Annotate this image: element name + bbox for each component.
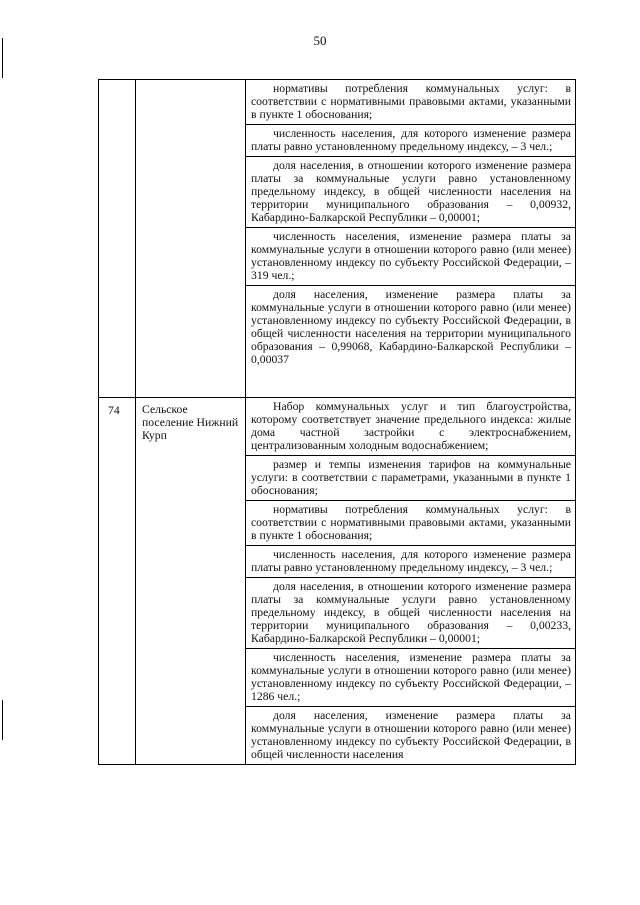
indicator-paragraph: численность населения, изменение размера платы за коммунальные услуги в отношении которого равно (или менее) установленному индексу по субъекту Российской Федерации, – 319 чел.; (246, 228, 575, 286)
indicator-paragraph: доля населения, изменение размера платы за коммунальные услуги в отношении которого равно (или менее) установленному индексу по субъекту Российской Федерации, в общей численности населения (251, 709, 571, 761)
table-row (99, 398, 576, 765)
indicator-paragraph: нормативы потребления коммунальных услуг: в соответствии с нормативными правовыми актами, указанными в пункте 1 обоснования; (246, 80, 575, 125)
indicator-paragraph: численность населения, для которого изменение размера платы равно установленному предельному индексу, – 3 чел.; (246, 546, 575, 578)
row-number (99, 80, 135, 86)
scan-edge-mark (2, 700, 3, 740)
indicators-table (98, 79, 576, 765)
settlement-name-cell (136, 398, 246, 765)
indicators-cell (246, 80, 576, 398)
indicator-paragraph: доля населения, в отношении которого изменение размера платы за коммунальные услуги равно установленному предельному индексу, в общей численности населения на территории муниципального образования – 0,00233, Кабардино-Балкарской Республики – 0,00001; (246, 578, 575, 649)
row-number-cell (99, 80, 136, 398)
table-row (99, 80, 576, 398)
row-number: 74 (108, 404, 120, 417)
indicator-paragraph: численность населения, изменение размера платы за коммунальные услуги в отношении которого равно (или менее) установленному индексу по субъекту Российской Федерации, – 1286 чел.; (246, 649, 575, 707)
indicator-paragraph: численность населения, для которого изменение размера платы равно установленному предельному индексу, – 3 чел.; (246, 125, 575, 157)
row-number-cell (99, 398, 136, 765)
indicator-paragraph: доля населения, изменение размера платы за коммунальные услуги в отношении которого равно (или менее) установленному индексу по субъекту Российской Федерации, в общей численности населения на территории муниципального образования – 0,99068, Кабардино-Балкарской Республики – 0,00037 (251, 288, 571, 366)
settlement-name-cell (136, 80, 246, 398)
indicators-cell (246, 398, 576, 765)
indicator-paragraph: доля населения, в отношении которого изменение размера платы за коммунальные услуги равно установленному предельному индексу, в общей численности населения на территории муниципального образования – 0,00932, Кабардино-Балкарской Республики – 0,00001; (246, 157, 575, 228)
indicator-paragraph: размер и темпы изменения тарифов на коммунальные услуги: в соответствии с параметрами, указанными в пункте 1 обоснования; (246, 456, 575, 501)
settlement-name (136, 80, 245, 85)
page-number: 50 (313, 33, 327, 48)
indicator-paragraph: нормативы потребления коммунальных услуг: в соответствии с нормативными правовыми актами, указанными в пункте 1 обоснования; (246, 501, 575, 546)
scan-edge-mark (2, 38, 3, 78)
settlement-name: Сельское поселение Нижний Курп (142, 403, 239, 442)
indicator-paragraph: Набор коммунальных услуг и тип благоустройства, которому соответствует значение предельного индекса: жилые дома частной застройки с электроснабжением, централизованным холодным водоснабжением; (246, 398, 575, 456)
